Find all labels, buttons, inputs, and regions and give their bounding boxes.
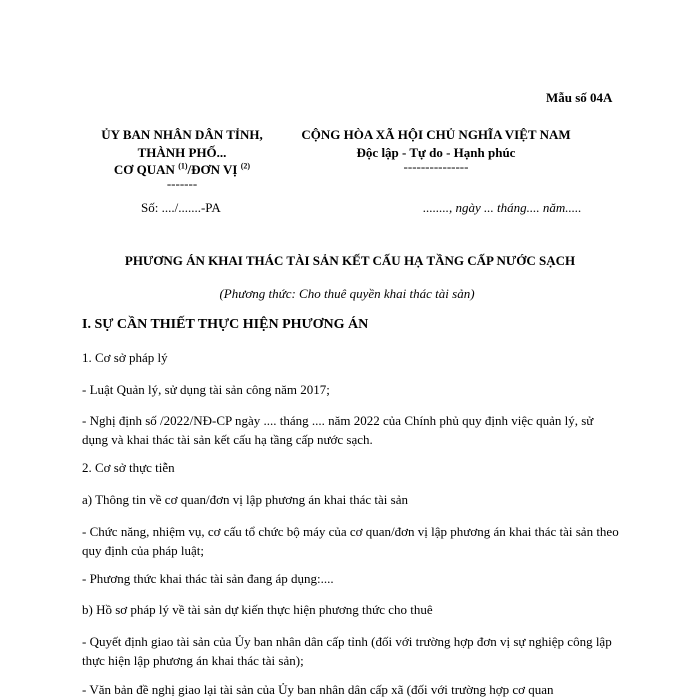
footnote-2: (2) — [240, 161, 251, 171]
paragraph-legal-basis: 1. Cơ sở pháp lý — [82, 350, 168, 365]
paragraph-practical-basis: 2. Cơ sở thực tiễn — [82, 460, 175, 475]
paragraph-current-method: - Phương thức khai thác tài sản đang áp dụng:.... — [82, 571, 334, 586]
paragraph-commune-request: - Văn bản đề nghị giao lại tài sản của Ủy ban nhân dân cấp xã (đối với trường hợp cơ quan — [82, 682, 554, 697]
footnote-1: (1) — [178, 161, 188, 171]
paragraph-functions: - Chức năng, nhiệm vụ, cơ cấu tổ chức bộ máy của cơ quan/đơn vị lập phương án khai thác tài sản theo quy định của pháp luật; — [82, 524, 619, 558]
paragraph-decree: - Nghị định số /2022/NĐ-CP ngày .... tháng .... năm 2022 của Chính phủ quy định việc quản lý, sử dụng và khai thác tài sản kết cấu hạ tầng cấp nước sạch. — [82, 413, 594, 447]
document-title: PHƯƠNG ÁN KHAI THÁC TÀI SẢN KẾT CẤU HẠ TẦNG CẤP NƯỚC SẠCH — [124, 253, 576, 268]
paragraph-law: - Luật Quản lý, sử dụng tài sản công năm 2017; — [82, 382, 330, 397]
document-number: Số: ..../.......-PA — [141, 200, 221, 215]
right-divider: --------------- — [403, 159, 469, 174]
date-line: ........, ngày ... tháng.... năm..... — [423, 200, 582, 215]
section-1-heading: I. SỰ CẦN THIẾT THỰC HIỆN PHƯƠNG ÁN — [82, 317, 369, 332]
paragraph-legal-records: b) Hồ sơ pháp lý về tài sản dự kiến thực hiện phương thức cho thuê — [82, 602, 433, 617]
document-subtitle: (Phương thức: Cho thuê quyền khai thác tài sản) — [219, 286, 475, 301]
form-number: Mẫu số 04A — [546, 90, 613, 105]
agency-mid: /ĐƠN VỊ — [187, 162, 241, 177]
motto: Độc lập - Tự do - Hạnh phúc — [356, 145, 516, 160]
nation-name: CỘNG HÒA XÃ HỘI CHỦ NGHĨA VIỆT NAM — [301, 127, 571, 142]
paragraph-agency-info: a) Thông tin về cơ quan/đơn vị lập phương án khai thác tài sản — [82, 492, 408, 507]
paragraph-assignment-decision: - Quyết định giao tài sản của Ủy ban nhân dân cấp tỉnh (đối với trường hợp đơn vị sự nghiệp công lập thực hiện lập phương án khai thác tài sản); — [82, 634, 612, 668]
province-line: ỦY BAN NHÂN DÂN TỈNH, — [101, 127, 263, 142]
city-line: THÀNH PHỐ... — [137, 145, 227, 160]
left-divider: ------- — [166, 176, 198, 191]
agency-prefix: CƠ QUAN — [113, 162, 179, 177]
